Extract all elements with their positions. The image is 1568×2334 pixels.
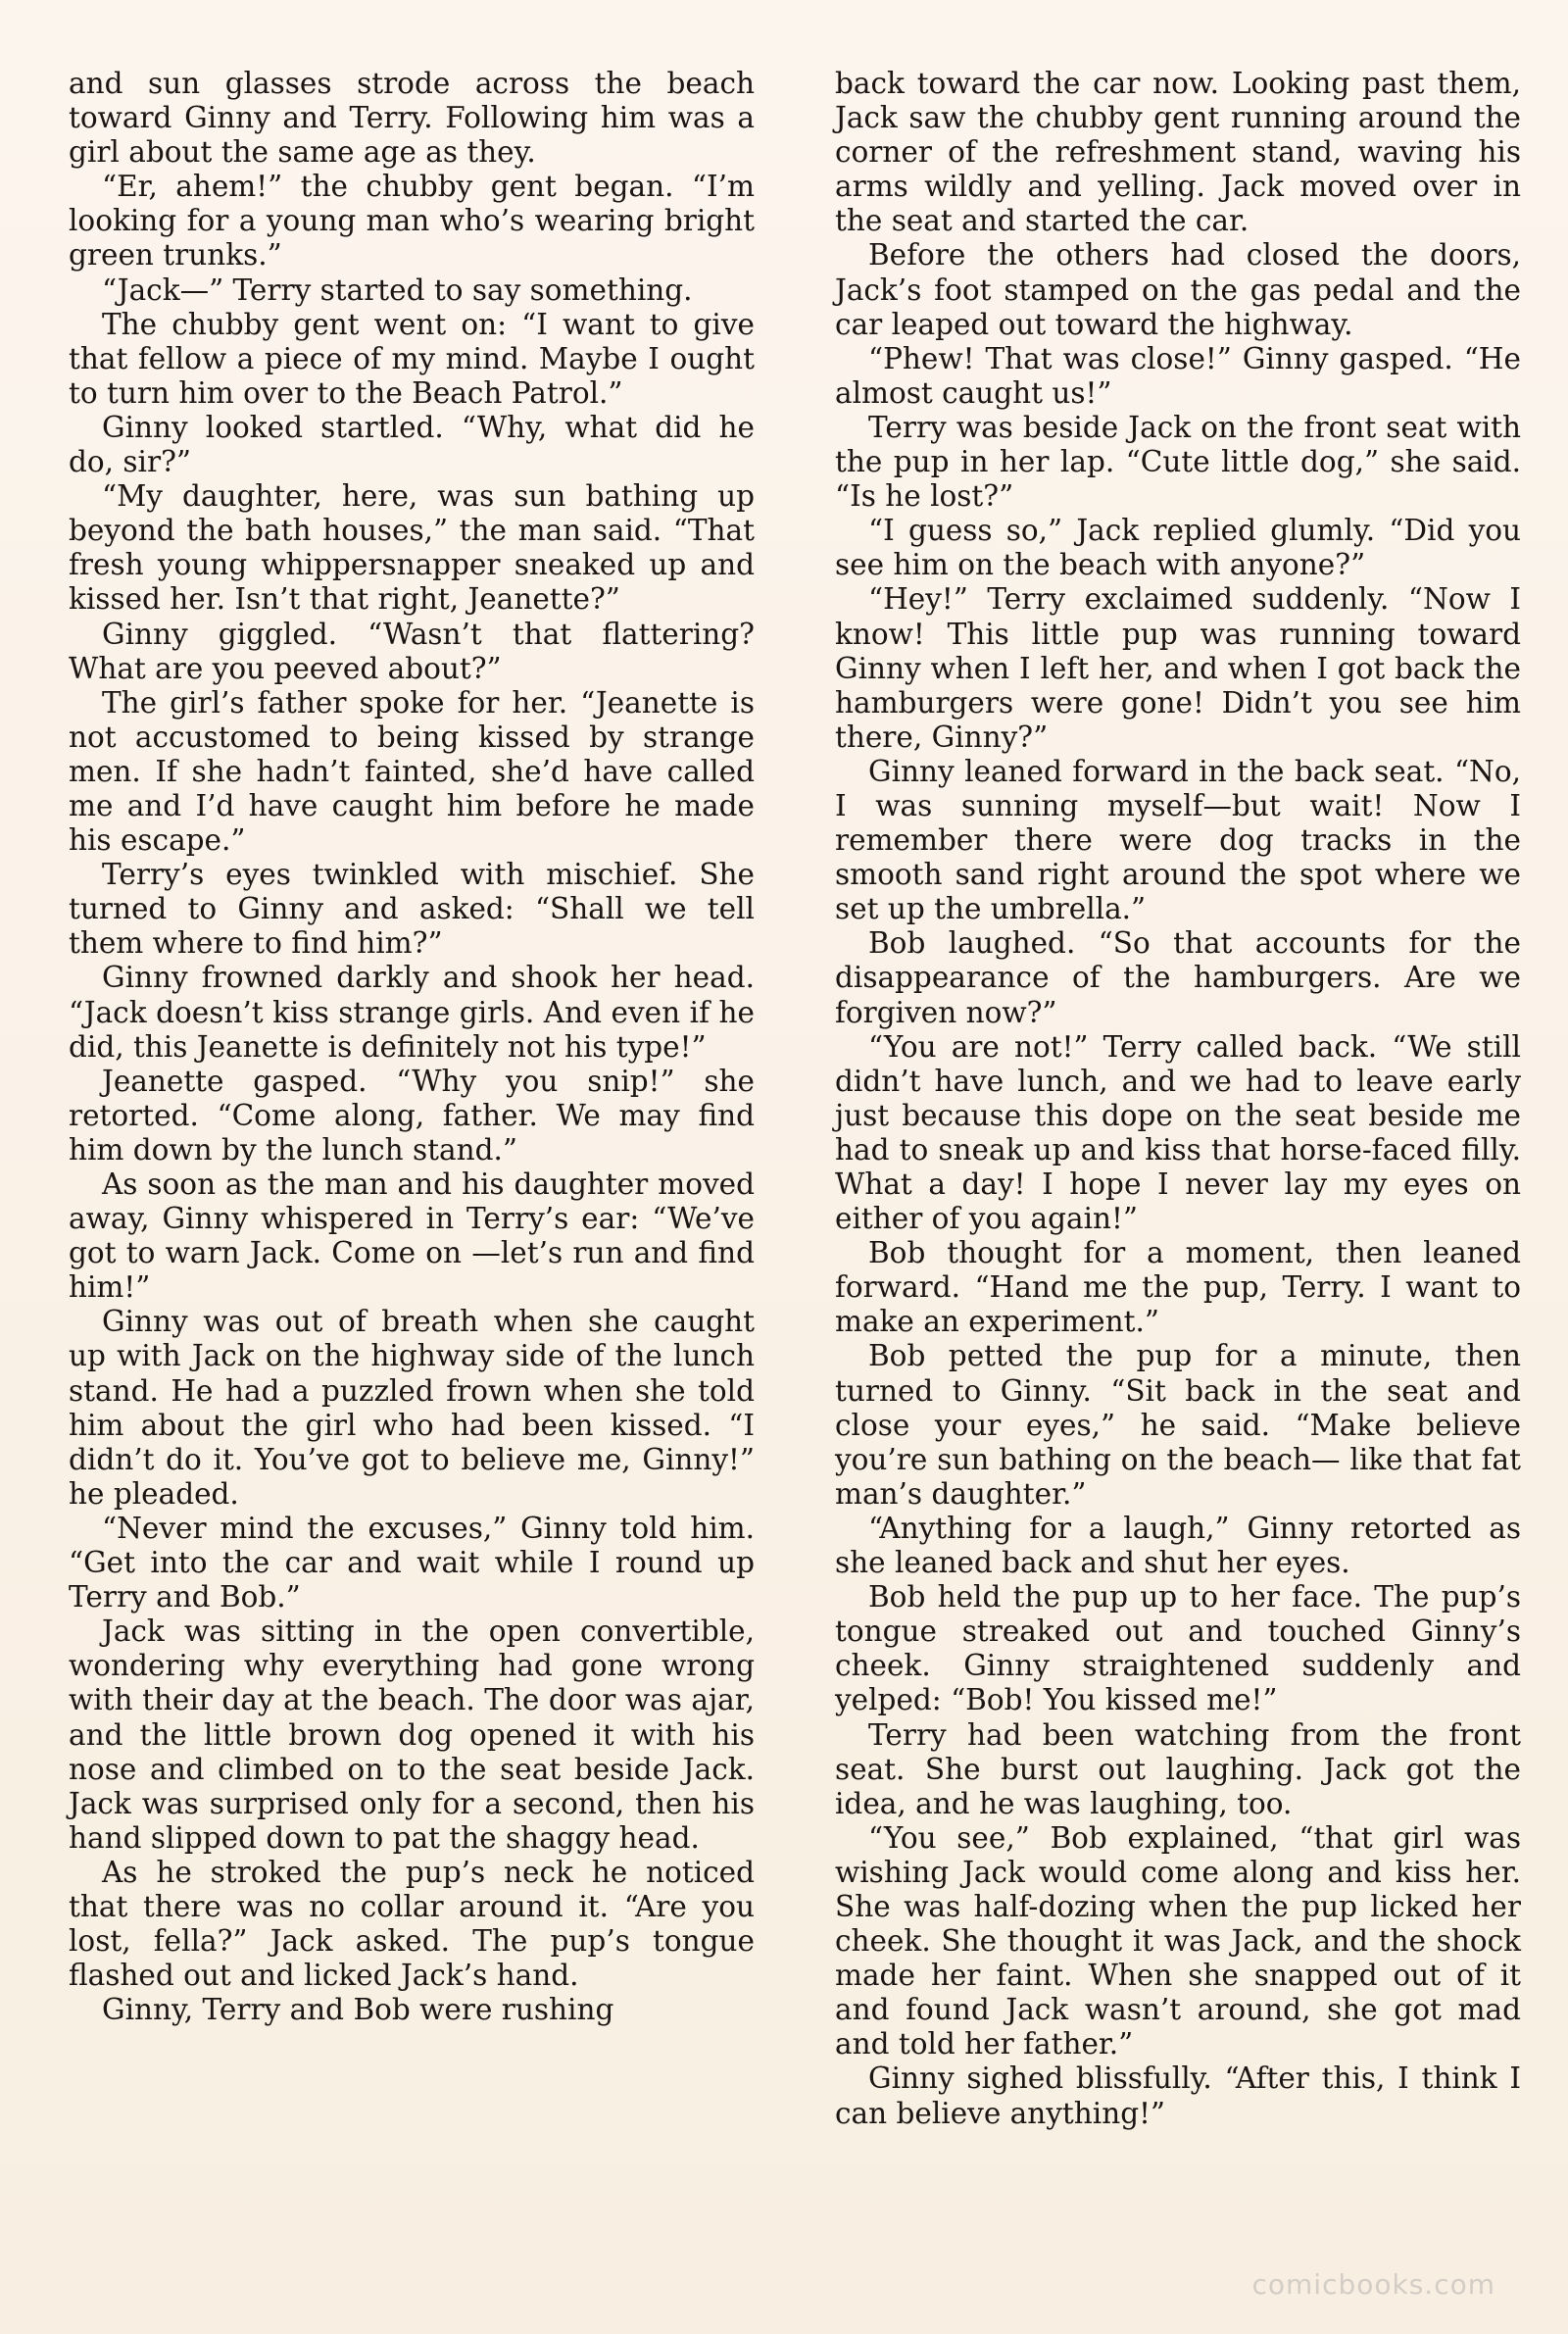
paragraph: Terry had been watching from the front seat. She burst out laughing. Jack got the idea, and he was laughing, too. [835, 1717, 1521, 1820]
paragraph: The girl’s father spoke for her. “Jeanette is not accustomed to being kissed by strange men. If she hadn’t fainted, she’d have called me and I’d have caught him before he made his escape.” [69, 685, 755, 858]
paragraph: The chubby gent went on: “I want to give that fellow a piece of my mind. Maybe I ought to turn him over to the Beach Patrol.” [69, 307, 755, 410]
paragraph: Ginny frowned darkly and shook her head. “Jack doesn’t kiss strange girls. And even if he did, this Jeanette is definitely not his type!” [69, 961, 755, 1064]
paragraph: Ginny sighed blissfully. “After this, I think I can believe anything!” [835, 2061, 1521, 2130]
paragraph: “I guess so,” Jack replied glumly. “Did you see him on the beach with anyone?” [835, 514, 1521, 582]
paragraph: “Jack—” Terry started to say something. [102, 273, 693, 307]
paragraph: and sun glasses strode across the beach toward Ginny and Terry. Following him was a girl about the same age as they. [69, 67, 755, 170]
paragraph: Bob held the pup up to her face. The pup’s tongue streaked out and touched Ginny’s cheek. Ginny straightened suddenly and yelped: “Bob! You kissed me!” [835, 1580, 1521, 1717]
paragraph: Jeanette gasped. “Why you snip!” she retorted. “Come along, father. We may find him down by the lunch stand.” [69, 1064, 755, 1167]
paragraph: Terry was beside Jack on the front seat with the pup in her lap. “Cute little dog,” she said. “Is he lost?” [835, 410, 1521, 514]
paragraph: “Er, ahem!” the chubby gent began. “I’m looking for a young man who’s wearing bright green trunks.” [69, 170, 755, 273]
paragraph: “You are not!” Terry called back. “We still didn’t have lunch, and we had to leave early just because this dope on the seat beside me had to sneak up and kiss that horse-faced filly. What a day! I hope I never lay my eyes on either of you again!” [835, 1029, 1521, 1236]
paragraph: As soon as the man and his daughter moved away, Ginny whispered in Terry’s ear: “We’ve got to warn Jack. Come on —let’s run and find him!” [69, 1167, 755, 1305]
paragraph: Bob petted the pup for a minute, then turned to Ginny. “Sit back in the seat and close your eyes,” he said. “Make believe you’re sun bathing on the beach— like that fat man’s daughter.” [835, 1339, 1521, 1511]
paragraph: “Anything for a laugh,” Ginny retorted as she leaned back and shut her eyes. [835, 1511, 1521, 1580]
paragraph: Before the others had closed the doors, Jack’s foot stamped on the gas pedal and the car leaped out toward the highway. [835, 238, 1521, 341]
paragraph: Ginny giggled. “Wasn’t that flattering? What are you peeved about?” [69, 617, 755, 685]
paragraph: As he stroked the pup’s neck he noticed that there was no collar around it. “Are you lost, fella?” Jack asked. The pup’s tongue flashed out and licked Jack’s hand. [69, 1855, 755, 1993]
text-column-right [835, 67, 1521, 2131]
paragraph: “Hey!” Terry exclaimed suddenly. “Now I know! This little pup was running toward Ginny when I left her, and when I got back the hamburgers were gone! Didn’t you see him there, Ginny?” [835, 582, 1521, 754]
paragraph: “My daughter, here, was sun bathing up beyond the bath houses,” the man said. “That fresh young whippersnapper sneaked up and kissed her. Isn’t that right, Jeanette?” [69, 479, 755, 617]
paragraph: Ginny, Terry and Bob were rushing [102, 1993, 614, 2027]
paragraph: Ginny leaned forward in the back seat. “No, I was sunning myself—but wait! Now I remember there were dog tracks in the smooth sand right around the spot where we set up the umbrella.” [835, 754, 1521, 926]
paragraph: back toward the car now. Looking past them, Jack saw the chubby gent running around the corner of the refreshment stand, waving his arms wildly and yelling. Jack moved over in the seat and started the car. [835, 67, 1521, 238]
text-column-left [69, 67, 755, 2027]
paragraph: Bob laughed. “So that accounts for the disappearance of the hamburgers. Are we forgiven now?” [835, 926, 1521, 1029]
site-watermark: comicbooks.com [1251, 2268, 1495, 2301]
paragraph: “You see,” Bob explained, “that girl was wishing Jack would come along and kiss her. She was half-dozing when the pup licked her cheek. She thought it was Jack, and the shock made her faint. When she snapped out of it and found Jack wasn’t around, she got mad and told her father.” [835, 1820, 1521, 2061]
paragraph: “Phew! That was close!” Ginny gasped. “He almost caught us!” [835, 341, 1521, 410]
paragraph: Terry’s eyes twinkled with mischief. She turned to Ginny and asked: “Shall we tell them where to find him?” [69, 858, 755, 961]
paragraph: Ginny was out of breath when she caught up with Jack on the highway side of the lunch stand. He had a puzzled frown when she told him about the girl who had been kissed. “I didn’t do it. You’ve got to believe me, Ginny!” he pleaded. [69, 1305, 755, 1511]
paragraph: Ginny looked startled. “Why, what did he do, sir?” [69, 410, 755, 479]
paragraph: Bob thought for a moment, then leaned forward. “Hand me the pup, Terry. I want to make an experiment.” [835, 1236, 1521, 1339]
paragraph: Jack was sitting in the open convertible, wondering why everything had gone wrong with their day at the beach. The door was ajar, and the little brown dog opened it with his nose and climbed on to the seat beside Jack. Jack was surprised only for a second, then his hand slipped down to pat the shaggy head. [69, 1614, 755, 1855]
paragraph: “Never mind the excuses,” Ginny told him. “Get into the car and wait while I round up Terry and Bob.” [69, 1511, 755, 1614]
